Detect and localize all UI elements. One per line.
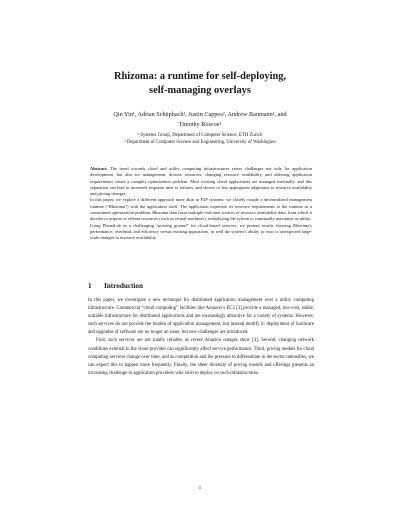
authors-line-2: Timothy Roscoe¹ <box>178 120 222 128</box>
section-number: 1 <box>88 282 92 290</box>
affiliation-1: ¹ Systems Group, Department of Computer Science, ETH Zurich <box>137 133 263 138</box>
abstract <box>90 166 312 242</box>
abstract-paragraph-1 <box>90 166 312 197</box>
section-heading <box>88 282 143 290</box>
abstract-paragraph-3: Using PlanetLab as a challenging “proving ground” for cloud-based services, we present results showing Rhizoma’s performance, overhead, and efficiency versus existing approaches, as well the system’s ability to react to unexpected large-scale changes in resource availability. <box>90 222 312 241</box>
affiliations <box>60 132 340 146</box>
introduction-body <box>88 297 314 378</box>
abstract-paragraph-2: In this paper, we explore a different approach more akin to P2P systems: we closely couple a decentralized management runtime (“Rhizoma”) with the application itself. The application expresses its resource requirements to the runtime as a constrained optimization problem. Rhizoma then fuses multiple real-time sources of resource availability data, from which it decides to acquire or release resources (such as virtual machines), redeploying the system to continually maximize its utility. <box>90 197 312 222</box>
title-line-1: Rhizoma: a runtime for self-deploying, <box>113 71 287 82</box>
abstract-text-1: The trend towards cloud and utility computing infrastructures raises challenges not only for application development, but also for management: diverse resources, changing resource availability, and differing application requirements create a complex optimization problem. Most existing cloud applications are managed externally, and this separation can lead to increased response time to failures, and slower or less appropriate adaptation to resource availability and pricing changes. <box>90 166 312 197</box>
section-title: Introduction <box>104 282 144 290</box>
paper-title <box>60 70 340 98</box>
intro-paragraph-1: In this paper, we investigate a new technique for distributed application management over a utility computing infrastructure. Commercial “cloud computing” facilities like Amazon’s EC2 [3] provide a managed, low-cost, stable, scalable infrastructure for distributed applications and are increasingly attractive for a variety of systems. However, such services do not provide the burden of application management, but instead modify it: deployment of hardware and upgrades of software are no longer an issue, but new challenges are introduced. <box>88 298 314 336</box>
author-list <box>60 110 340 129</box>
affiliation-2: ² Department of Computer Science and Engineering, University of Washington <box>124 140 276 145</box>
title-line-2: self-managing overlays <box>149 85 251 96</box>
abstract-label: Abstract. <box>90 166 108 171</box>
authors-line-1: Qin Yin¹, Adrian Schüpbach¹, Justin Cappos², Andrew Baumann¹, and <box>113 111 287 118</box>
page-number: 1 <box>198 486 202 491</box>
intro-paragraph-2: First, such services are not totally reliable, as recent Amazon outages show [4]. Second, changing network conditions external to the cloud provider can significantly affect service performance. Third, pricing models for cloud computing services change over time, and as competition and the pressure to differentiate in the sector intensifies, we can expect this to happen more frequently. Finally, the sheer diversity of pricing models and offerings presents an increasing challenge to application providers who wish to deploy on such infrastructures. <box>88 338 314 376</box>
